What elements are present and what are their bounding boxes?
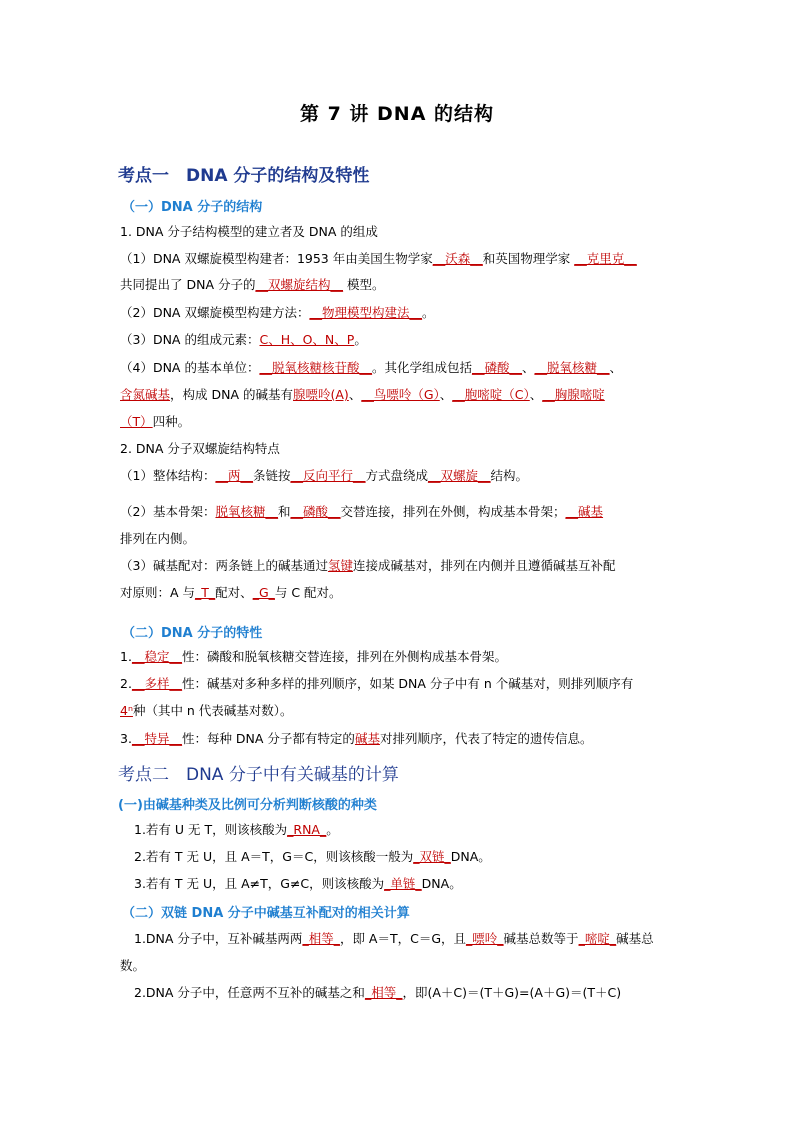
text-line: 2.若有 T 无 U，且 A＝T，G＝C，则该核酸一般为_双链_DNA。	[134, 849, 491, 864]
text-line: （3）碱基配对：两条链上的碱基通过氢键连接成碱基对，排列在内侧并且遵循碱基互补配	[120, 558, 616, 573]
subsection-heading-4: （二）双链 DNA 分子中碱基互补配对的相关计算	[122, 906, 410, 921]
text-line: （1）整体结构：__两__条链按__反向平行__方式盘绕成__双螺旋__结构。	[120, 468, 529, 483]
text-line: 1. DNA 分子结构模型的建立者及 DNA 的组成	[120, 224, 378, 239]
text-line: 2.__多样__性：碱基对多种多样的排列顺序，如某 DNA 分子中有 n 个碱基对，则排列顺序有	[120, 676, 634, 691]
text-line: 1.若有 U 无 T，则该核酸为_RNA_。	[134, 822, 339, 837]
text-line: 排列在内侧。	[120, 531, 196, 546]
text-line: 共同提出了 DNA 分子的__双螺旋结构__ 模型。	[120, 277, 385, 292]
text-line: （2）DNA 双螺旋模型构建方法：__物理模型构建法__。	[120, 305, 435, 320]
text-line: 数。	[120, 958, 146, 973]
text-line: （4）DNA 的基本单位：__脱氧核糖核苷酸__。其化学组成包括__磷酸__、__脱氧核糖__、	[120, 360, 623, 375]
text-line: 2.DNA 分子中，任意两不互补的碱基之和_相等_，即(A＋C)＝(T＋G)=(A＋G)＝(T＋C)	[134, 985, 622, 1000]
subsection-heading-1: （一）DNA 分子的结构	[122, 200, 263, 215]
text-line: 3.若有 T 无 U，且 A≠T，G≠C，则该核酸为_单链_DNA。	[134, 876, 462, 891]
text-line: （3）DNA 的组成元素：C、H、O、N、P。	[120, 332, 367, 347]
section-heading-2: 考点二 DNA 分子中有关碱基的计算	[118, 765, 399, 785]
text-line: 对原则：A 与_T_配对、_G_与 C 配对。	[120, 585, 342, 600]
text-line: 1.__稳定__性：磷酸和脱氧核糖交替连接，排列在外侧构成基本骨架。	[120, 649, 507, 664]
subsection-heading-2: （二）DNA 分子的特性	[122, 626, 263, 641]
text-line: （T）四种。	[120, 414, 191, 429]
text-line: 1.DNA 分子中，互补碱基两两_相等_，即 A＝T，C＝G，且_嘌呤_碱基总数等于_嘧啶_碱基总	[134, 931, 654, 946]
text-line: 3.__特异__性：每种 DNA 分子都有特定的碱基对排列顺序，代表了特定的遗传信息。	[120, 731, 593, 746]
subsection-heading-3: (一)由碱基种类及比例可分析判断核酸的种类	[118, 798, 377, 813]
text-line: 4ⁿ种（其中 n 代表碱基对数）。	[120, 703, 293, 718]
section-heading-1: 考点一 DNA 分子的结构及特性	[118, 166, 370, 186]
text-line: （2）基本骨架：脱氧核糖__和__磷酸__交替连接，排列在外侧，构成基本骨架；__碱基	[120, 504, 604, 519]
text-line: （1）DNA 双螺旋模型构建者：1953 年由美国生物学家__沃森__和英国物理学家 __克里克__	[120, 251, 637, 266]
text-line: 2. DNA 分子双螺旋结构特点	[120, 441, 280, 456]
page-title: 第 7 讲 DNA 的结构	[299, 103, 495, 125]
text-line: 含氮碱基，构成 DNA 的碱基有腺嘌呤(A)、__鸟嘌呤（G）、__胞嘧啶（C）、__胸腺嘧啶	[120, 387, 605, 402]
